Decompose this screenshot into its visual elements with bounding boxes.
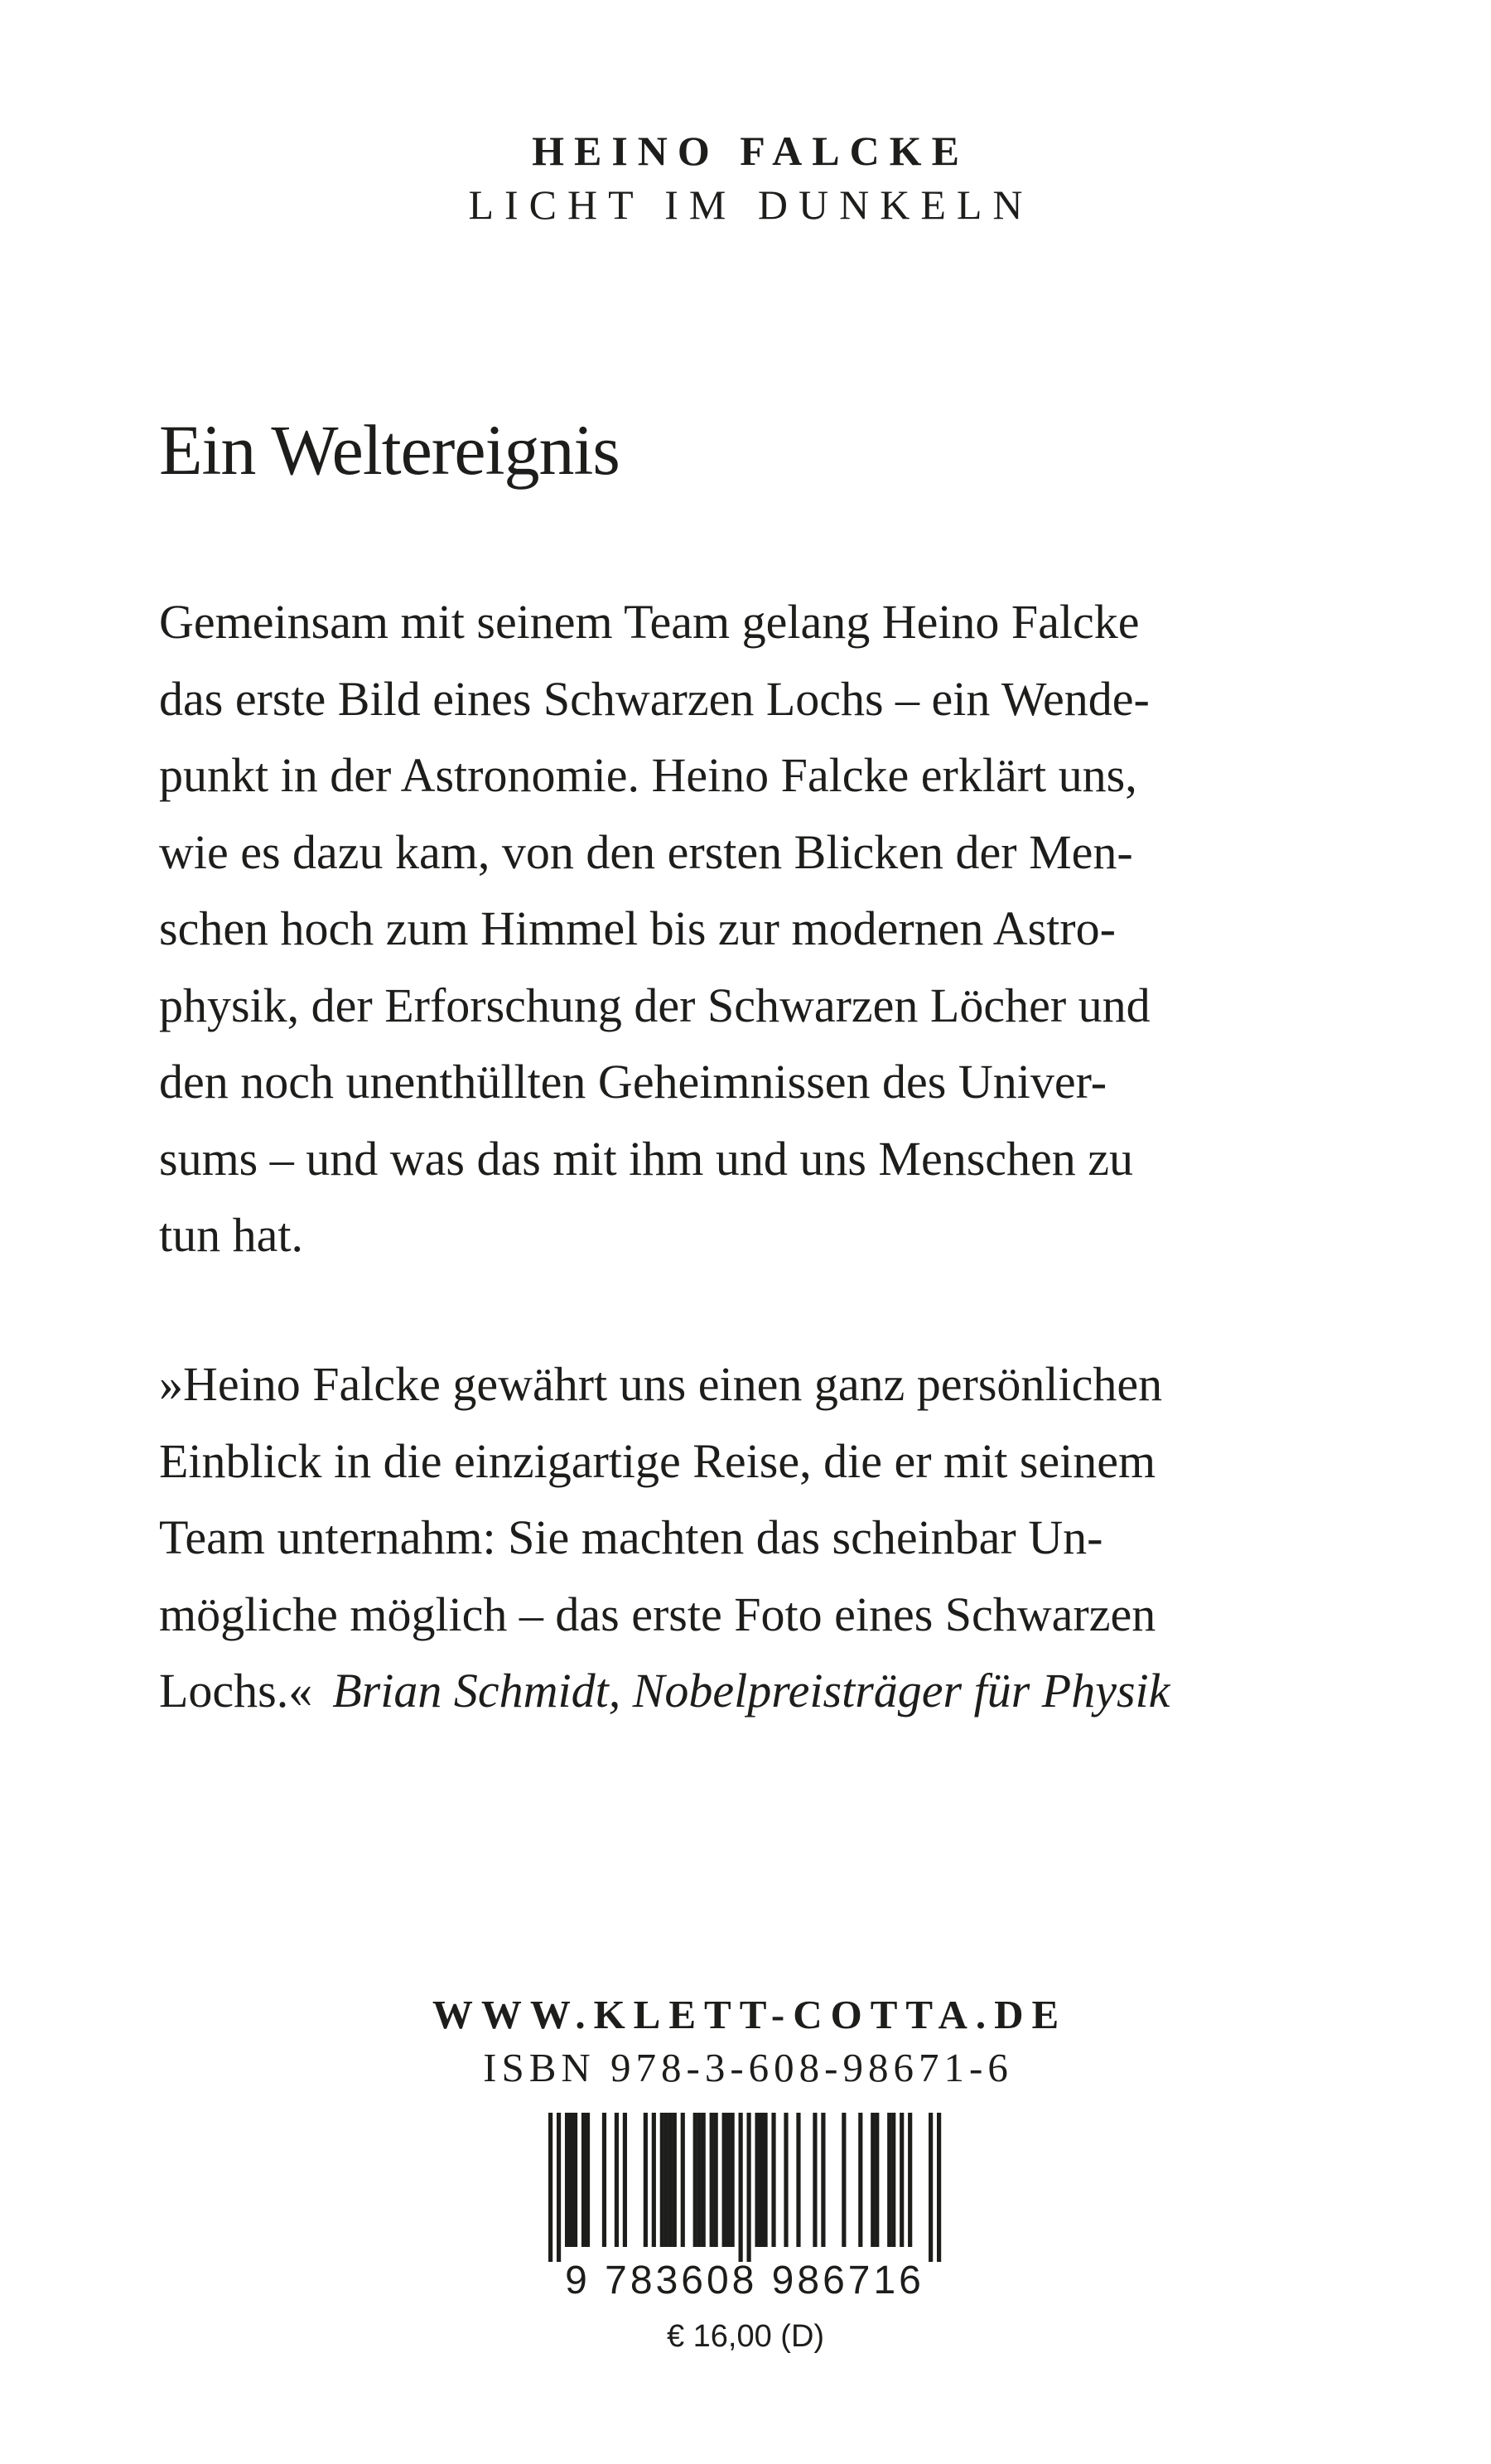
barcode-bar [875, 2113, 879, 2247]
barcode-bar [586, 2113, 590, 2247]
cover-header [0, 124, 1491, 232]
barcode-bar [755, 2113, 759, 2247]
quote-line: Einblick in die einzigartige Reise, die er mit seinem [159, 1433, 1156, 1488]
barcode-bar [623, 2113, 627, 2247]
blurb-line: das erste Bild eines Schwarzen Lochs – ein Wende- [159, 671, 1150, 726]
quote-last-line [159, 1653, 1402, 1730]
cover-footer [0, 1988, 1491, 2094]
barcode-bar [759, 2113, 763, 2247]
barcode-bar [664, 2113, 668, 2247]
barcode-bar [693, 2113, 697, 2247]
barcode-bar [891, 2113, 895, 2247]
barcode-guard-bar [739, 2113, 743, 2262]
barcode-bar [652, 2113, 656, 2247]
barcode-guard-bar [937, 2113, 941, 2262]
blurb-line: Gemeinsam mit seinem Team gelang Heino Falcke [159, 595, 1140, 649]
blurb-line: tun hat. [159, 1208, 303, 1262]
barcode [519, 2113, 971, 2303]
barcode-bar [644, 2113, 648, 2247]
barcode-bar [615, 2113, 619, 2247]
publisher-website: WWW.KLETT-COTTA.DE [432, 1992, 1068, 2037]
barcode-bar [887, 2113, 891, 2247]
isbn-number: ISBN 978-3-608-98671-6 [483, 2045, 1013, 2090]
barcode-bar [722, 2113, 726, 2247]
barcode-number: 9 783608 986716 [565, 2259, 924, 2302]
barcode-bar [796, 2113, 800, 2247]
quote-ending: Lochs.« [159, 1664, 313, 1718]
blurb-paragraph [159, 584, 1402, 1274]
barcode-bar [660, 2113, 664, 2247]
endorsement-quote [159, 1346, 1402, 1730]
barcode-bar [858, 2113, 862, 2247]
barcode-bar [731, 2113, 735, 2247]
quote-attribution: Brian Schmidt, Nobelpreisträger für Physik [332, 1664, 1170, 1718]
quote-line: mögliche möglich – das erste Foto eines Schwarzen [159, 1587, 1156, 1641]
barcode-bar [900, 2113, 904, 2247]
barcode-bar [763, 2113, 767, 2247]
barcode-guard-bar [929, 2113, 933, 2262]
barcode-bar [569, 2113, 573, 2247]
barcode-bar [842, 2113, 846, 2247]
quote-line: »Heino Falcke gewährt uns einen ganz persönlichen [159, 1357, 1163, 1411]
blurb-line: schen hoch zum Himmel bis zur modernen Astro- [159, 901, 1116, 955]
barcode-guard-bar [746, 2113, 750, 2262]
barcode-bar [821, 2113, 825, 2247]
barcode-bar [602, 2113, 606, 2247]
blurb-line: punkt in der Astronomie. Heino Falcke erklärt uns, [159, 748, 1137, 802]
quote-line: Team unternahm: Sie machten das scheinbar Un- [159, 1510, 1103, 1564]
barcode-bars [519, 2113, 971, 2262]
barcode-bar [813, 2113, 817, 2247]
book-title: LICHT IM DUNKELN [468, 181, 1034, 228]
barcode-bar [573, 2113, 577, 2247]
price-label: € 16,00 (D) [666, 2319, 825, 2354]
barcode-bar [697, 2113, 702, 2247]
barcode-bar [681, 2113, 685, 2247]
headline: Ein Weltereignis [159, 410, 620, 490]
author-name: HEINO FALCKE [532, 128, 969, 174]
blurb-line: sums – und was das mit ihm und uns Menschen zu [159, 1131, 1134, 1186]
barcode-bar [668, 2113, 673, 2247]
barcode-guard-bar [548, 2113, 552, 2262]
barcode-bar [702, 2113, 706, 2247]
blurb-line: physik, der Erforschung der Schwarzen Löcher und [159, 978, 1151, 1032]
blurb-line: den noch unenthüllten Geheimnissen des Univer- [159, 1055, 1107, 1109]
barcode-bar [710, 2113, 714, 2247]
barcode-bar [714, 2113, 718, 2247]
blurb-line: wie es dazu kam, von den ersten Blicken der Men- [159, 824, 1133, 879]
barcode-bar [673, 2113, 677, 2247]
barcode-bar [784, 2113, 788, 2247]
barcode-bar [871, 2113, 875, 2247]
barcode-bar [565, 2113, 569, 2247]
barcode-guard-bar [557, 2113, 561, 2262]
barcode-bar [908, 2113, 912, 2247]
barcode-bar [726, 2113, 731, 2247]
barcode-bar [771, 2113, 775, 2247]
barcode-bar [581, 2113, 586, 2247]
